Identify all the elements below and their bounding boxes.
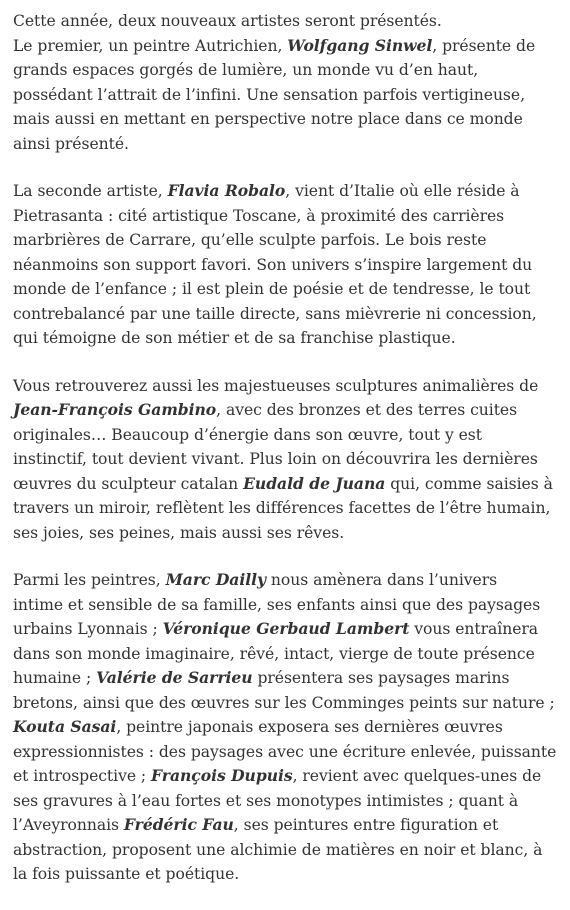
text-run: , ses peintures entre figuration et — [233, 816, 499, 834]
text-line — [13, 715, 565, 740]
text-run: humaine ; — [13, 669, 97, 687]
text-line — [13, 617, 565, 642]
text-line — [13, 447, 565, 472]
artist-name: Véronique Gerbaud Lambert — [162, 619, 410, 638]
text-line — [13, 521, 565, 546]
text-run: Parmi les peintres, — [13, 571, 166, 589]
text-line — [13, 9, 565, 34]
paragraph-3 — [13, 374, 565, 546]
text-line — [13, 277, 565, 302]
text-run: qui, comme saisies à — [385, 474, 553, 493]
text-run: , présente de — [432, 36, 536, 55]
text-line — [13, 398, 565, 423]
text-run: possédant l’attrait de l’infini. Une sensation parfois vertigineuse, — [13, 85, 525, 104]
text-line — [13, 423, 565, 448]
text-run: originales… Beaucoup d’énergie dans son œuvre, tout y est — [13, 425, 482, 444]
text-run: la fois puissante et poétique. — [13, 865, 240, 883]
artist-name: François Dupuis — [151, 766, 293, 785]
text-line — [13, 302, 565, 327]
text-run: ses gravures à l’eau fortes et ses monotypes intimistes ; quant à — [13, 791, 519, 810]
paragraph-2 — [13, 179, 565, 351]
artist-name: Wolfgang Sinwel — [287, 35, 433, 55]
text-run: marbrières de Carrare, qu’elle sculpte parfois. Le bois reste — [13, 231, 487, 249]
text-run: contrebalancé par une taille directe, sans mièvrerie ni concession, — [13, 304, 537, 323]
text-run: mais aussi en mettant en perspective notre place dans ce monde — [13, 110, 523, 128]
text-run: , peintre japonais exposera ses dernières œuvres — [116, 718, 503, 736]
text-line — [13, 228, 565, 253]
text-run: dans son monde imaginaire, rêvé, intact, vierge de toute présence — [13, 644, 535, 663]
text-run: ses joies, ses peines, mais aussi ses rêves. — [13, 523, 345, 542]
text-run: vous entraînera — [409, 620, 539, 638]
text-run: travers un miroir, reflètent les différences facettes de l’être humain, — [13, 499, 551, 517]
text-run: Cette année, deux nouveaux artistes seront présentés. — [13, 12, 442, 30]
text-line — [13, 813, 565, 838]
artist-name: Flavia Robalo — [167, 181, 286, 200]
artist-name: Eudald de Juana — [243, 473, 386, 493]
paragraph-1 — [13, 9, 565, 156]
text-run: intime et sensible de sa famille, ses enfants ainsi que des paysages — [13, 595, 541, 614]
text-line — [13, 253, 565, 278]
text-run: Pietrasanta : cité artistique Toscane, à proximité des carrières — [13, 206, 505, 225]
text-run: grands espaces gorgés de lumière, un monde vu d’en haut, — [13, 61, 479, 79]
text-run: œuvres du sculpteur catalan — [13, 474, 244, 493]
text-line — [13, 862, 565, 887]
text-run: La seconde artiste, — [13, 182, 168, 200]
text-line — [13, 764, 565, 789]
text-line — [13, 666, 565, 691]
text-line — [13, 132, 565, 157]
text-line — [13, 593, 565, 618]
text-run: bretons, ainsi que des œuvres sur les Comminges peints sur nature ; — [13, 693, 555, 712]
text-run: abstraction, proposent une alchimie de matières en noir et blanc, à — [13, 840, 543, 859]
text-line — [13, 374, 565, 399]
paragraph-4 — [13, 568, 565, 887]
artist-name: Marc Dailly — [165, 570, 266, 589]
text-line — [13, 34, 565, 59]
text-run: Vous retrouverez aussi les majestueuses sculptures animalières de — [13, 376, 539, 395]
text-run: Le premier, un peintre Autrichien, — [13, 36, 288, 55]
text-run: néanmoins son support favori. Son univers s’inspire largement du — [13, 255, 533, 274]
text-run: , avec des bronzes et des terres cuites — [216, 401, 518, 419]
text-run: présentera ses paysages marins — [252, 669, 510, 687]
text-line — [13, 204, 565, 229]
text-run: instinctif, tout devient vivant. Plus loin on découvrira les dernières — [13, 450, 538, 468]
text-run: qui témoigne de son métier et de sa franchise plastique. — [13, 329, 456, 347]
text-line — [13, 326, 565, 351]
artist-name: Jean-François Gambino — [13, 400, 217, 419]
text-run: ainsi présenté. — [13, 134, 129, 153]
text-line — [13, 179, 565, 204]
text-run: , vient d’Italie où elle réside à — [285, 182, 520, 200]
text-line — [13, 472, 565, 497]
text-line — [13, 568, 565, 593]
text-line — [13, 789, 565, 814]
artist-name: Frédéric Fau — [123, 815, 234, 834]
text-run: expressionnistes : des paysages avec une écriture enlevée, puissante — [13, 742, 557, 761]
text-run: monde de l’enfance ; il est plein de poésie et de tendresse, le tout — [13, 280, 531, 298]
text-run: , revient avec quelques-unes de — [292, 767, 542, 785]
text-line — [13, 58, 565, 83]
text-line — [13, 691, 565, 716]
artist-name: Kouta Sasai — [13, 717, 117, 736]
text-line — [13, 107, 565, 132]
text-line — [13, 740, 565, 765]
text-line — [13, 83, 565, 108]
text-line — [13, 838, 565, 863]
text-run: et introspective ; — [13, 767, 152, 785]
text-run: l’Aveyronnais — [13, 816, 124, 834]
article-body — [13, 9, 565, 910]
text-line — [13, 642, 565, 667]
text-run: nous amènera dans l’univers — [265, 571, 498, 589]
text-line — [13, 496, 565, 521]
artist-name: Valérie de Sarrieu — [96, 668, 253, 687]
text-run: urbains Lyonnais ; — [13, 620, 163, 638]
